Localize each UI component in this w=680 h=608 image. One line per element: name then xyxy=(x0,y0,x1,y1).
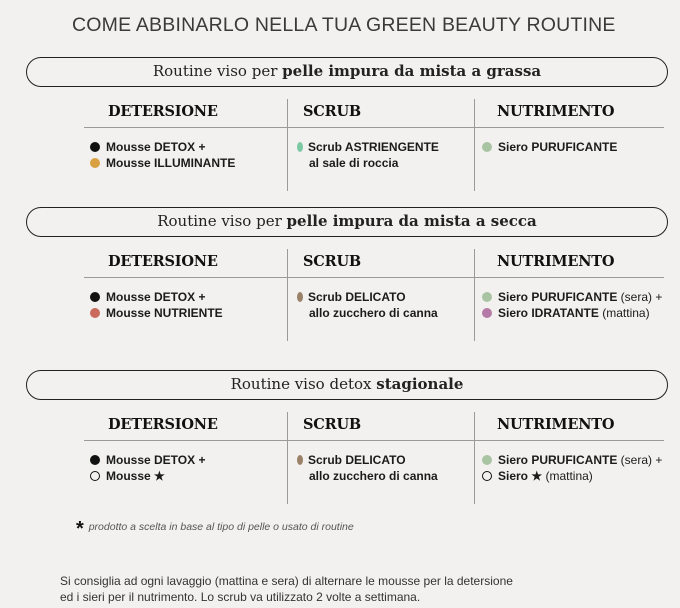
routine-title-prefix: Routine viso per xyxy=(152,62,283,80)
cleansing-product xyxy=(90,453,205,469)
routine-title-skin: pelle impura da mista a secca xyxy=(286,212,537,230)
color-dot-icon xyxy=(90,292,100,302)
column-divider xyxy=(474,249,475,341)
color-dot-icon xyxy=(482,308,492,318)
nourishment-products xyxy=(482,140,617,156)
serum-product xyxy=(482,453,662,469)
cleansing-product xyxy=(90,306,223,322)
serum-product xyxy=(482,290,662,306)
column-header-scrub: SCRUB xyxy=(303,103,361,120)
routine-title-3 xyxy=(26,370,668,400)
column-header-cleansing: DETERSIONE xyxy=(108,103,218,120)
column-header-nourishment: NUTRIMENTO xyxy=(497,103,615,120)
serum-name: Siero xyxy=(498,468,529,483)
routine-title-prefix: Routine viso detox xyxy=(230,375,377,393)
serum-product xyxy=(482,140,617,156)
color-dot-icon xyxy=(482,471,492,481)
table-divider xyxy=(84,277,664,278)
color-dot-icon xyxy=(90,142,100,152)
leaf-dot-icon xyxy=(297,142,303,152)
product-name: Mousse DETOX + xyxy=(106,140,206,154)
routine-title-1 xyxy=(26,57,668,87)
serum-note: (sera) + xyxy=(617,453,663,467)
serum-note: (sera) + xyxy=(617,290,663,304)
cleansing-product xyxy=(90,469,205,485)
usage-advice xyxy=(60,573,513,604)
footnote-text: prodotto a scelta in base al tipo di pelle o usato di routine xyxy=(88,521,354,533)
cleansing-products xyxy=(90,140,235,171)
cleansing-product xyxy=(90,290,223,306)
table-divider xyxy=(84,127,664,128)
column-divider xyxy=(287,249,288,341)
footnote xyxy=(76,518,354,541)
advice-line-1: Si consiglia ad ogni lavaggio (mattina e sera) di alternare le mousse per la detersione xyxy=(60,574,513,588)
product-name: Mousse DETOX + xyxy=(106,290,206,304)
product-name: Mousse ILLUMINANTE xyxy=(106,155,236,170)
cleansing-products xyxy=(90,453,205,484)
nourishment-products xyxy=(482,453,662,484)
scrub-detail: allo zucchero di canna xyxy=(309,468,438,483)
star-icon: ★ xyxy=(531,468,543,483)
serum-product xyxy=(482,306,662,322)
cleansing-product xyxy=(90,156,235,172)
column-header-nourishment: NUTRIMENTO xyxy=(497,416,615,433)
serum-product xyxy=(482,469,662,485)
routine-title-skin: pelle impura da mista a grassa xyxy=(282,62,542,80)
color-dot-icon xyxy=(90,455,100,465)
scrub-detail: allo zucchero di canna xyxy=(309,305,438,320)
color-dot-icon xyxy=(90,308,100,318)
routine-title-skin: stagionale xyxy=(376,375,464,393)
advice-line-2: ed i sieri per il nutrimento. Lo scrub va utilizzato 2 volte a settimana. xyxy=(60,589,421,604)
nourishment-products xyxy=(482,290,662,321)
serum-name: Siero PURUFICANTE xyxy=(498,140,618,154)
column-header-scrub: SCRUB xyxy=(303,253,361,270)
color-dot-icon xyxy=(482,455,492,465)
serum-note: (mattina) xyxy=(598,305,650,320)
column-divider xyxy=(287,412,288,504)
column-header-nourishment: NUTRIMENTO xyxy=(497,253,615,270)
page-title: COME ABBINARLO NELLA TUA GREEN BEAUTY ROUTINE xyxy=(72,14,616,36)
leaf-dot-icon xyxy=(297,455,303,465)
cleansing-product xyxy=(90,140,235,156)
leaf-dot-icon xyxy=(297,292,303,302)
column-header-cleansing: DETERSIONE xyxy=(108,416,218,433)
star-icon: ★ xyxy=(154,468,165,483)
color-dot-icon xyxy=(90,158,100,168)
table-divider xyxy=(84,440,664,441)
product-name: Mousse NUTRIENTE xyxy=(106,305,223,320)
color-dot-icon xyxy=(482,142,492,152)
serum-name: Siero PURUFICANTE xyxy=(498,290,618,304)
column-divider xyxy=(287,99,288,191)
column-header-cleansing: DETERSIONE xyxy=(108,253,218,270)
scrub-product xyxy=(297,140,439,171)
serum-name: Siero IDRATANTE xyxy=(498,305,599,320)
color-dot-icon xyxy=(482,292,492,302)
product-name: Mousse DETOX + xyxy=(106,453,206,467)
asterisk-icon: * xyxy=(76,518,84,540)
scrub-product xyxy=(297,453,438,484)
column-divider xyxy=(474,99,475,191)
scrub-name: Scrub DELICATO xyxy=(308,290,406,304)
serum-name: Siero PURUFICANTE xyxy=(498,453,618,467)
scrub-detail: al sale di roccia xyxy=(309,155,399,170)
scrub-product xyxy=(297,290,438,321)
column-divider xyxy=(474,412,475,504)
serum-note: (mattina) xyxy=(542,468,593,483)
column-header-scrub: SCRUB xyxy=(303,416,361,433)
scrub-name: Scrub ASTRIENGENTE xyxy=(308,140,439,154)
routine-title-2 xyxy=(26,207,668,237)
color-dot-icon xyxy=(90,471,100,481)
product-name: Mousse xyxy=(106,468,151,483)
scrub-name: Scrub DELICATO xyxy=(308,453,406,467)
routine-title-prefix: Routine viso per xyxy=(157,212,287,230)
cleansing-products xyxy=(90,290,223,321)
